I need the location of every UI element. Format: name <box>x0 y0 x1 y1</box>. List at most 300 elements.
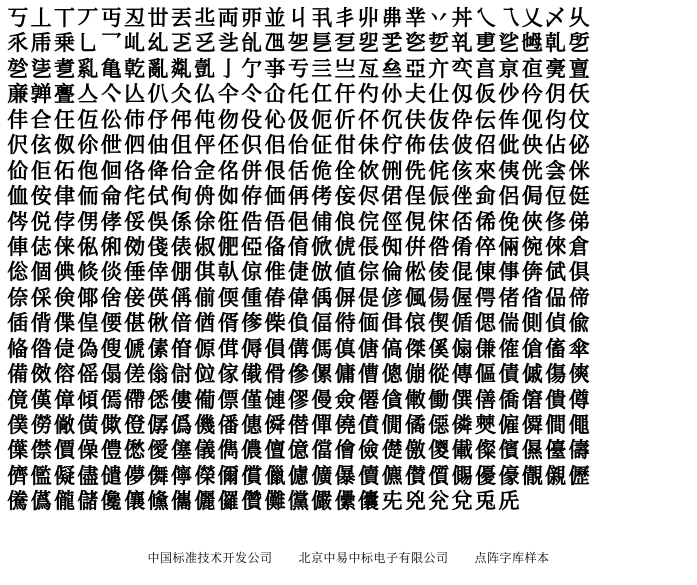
glyph-cell: 丵 <box>404 6 426 30</box>
glyph-row <box>6 260 696 285</box>
footer-company-1: 中国标准技术开发公司 <box>147 551 273 565</box>
glyph-cell: 乲 <box>404 31 426 56</box>
glyph-cell: 丟 <box>170 6 192 30</box>
glyph-cell: 丆 <box>77 6 99 30</box>
glyph-cell: 価 <box>264 184 286 209</box>
glyph-cell: 傕 <box>498 336 520 361</box>
glyph-cell: 侤 <box>311 184 333 209</box>
glyph-cell: 儻 <box>287 489 309 514</box>
glyph-cell: 俽 <box>311 234 333 259</box>
glyph-cell: 僤 <box>311 413 333 437</box>
glyph-cell: 傴 <box>475 362 496 387</box>
glyph-cell: 倂 <box>404 234 426 259</box>
glyph-cell: 儞 <box>217 463 239 488</box>
glyph-cell: 俕 <box>428 209 450 234</box>
glyph-cell: 乀 <box>475 6 496 30</box>
glyph-cell: 佫 <box>124 158 146 183</box>
glyph-cell: 傦 <box>264 362 286 387</box>
glyph-cell: 乥 <box>194 31 216 56</box>
glyph-cell: 伾 <box>217 133 239 158</box>
glyph-cell: 伱 <box>77 133 99 158</box>
glyph-cell: 乹 <box>545 31 567 56</box>
glyph-cell: 丩 <box>287 6 309 30</box>
glyph-cell: 僐 <box>475 387 496 412</box>
glyph-cell: 佇 <box>381 133 403 158</box>
glyph-cell: 伿 <box>241 133 263 158</box>
glyph-cell: 偱 <box>451 311 473 336</box>
glyph-cell: 傯 <box>381 362 403 387</box>
glyph-cell: 僇 <box>287 387 309 412</box>
glyph-cell: 侞 <box>217 184 239 209</box>
glyph-cell: 佢 <box>30 158 52 183</box>
glyph-cell: 倊 <box>7 260 29 285</box>
glyph-cell: 傶 <box>521 362 543 387</box>
glyph-cell: 儝 <box>194 463 216 488</box>
glyph-cell: 偓 <box>451 285 473 310</box>
glyph-cell: 債 <box>498 362 520 387</box>
glyph-cell: 丳 <box>381 6 403 30</box>
glyph-cell: 億 <box>287 438 309 463</box>
glyph-cell: 傄 <box>170 336 192 361</box>
glyph-cell: 兎 <box>475 489 496 514</box>
glyph-cell: 僽 <box>124 438 146 463</box>
glyph-cell: 伔 <box>381 107 403 132</box>
glyph-cell: 仮 <box>475 82 496 107</box>
glyph-cell: 傪 <box>287 362 309 387</box>
glyph-cell: 乺 <box>568 31 590 56</box>
glyph-cell: 仐 <box>217 82 239 107</box>
glyph-row <box>6 210 696 235</box>
glyph-cell: 仠 <box>334 82 356 107</box>
glyph-cell: 儖 <box>30 463 52 488</box>
glyph-cell: 倆 <box>498 234 520 259</box>
glyph-cell: 仈 <box>147 82 169 107</box>
glyph-cell: 侼 <box>53 209 75 234</box>
glyph-cell: 儎 <box>451 438 473 463</box>
glyph-cell: 丗 <box>147 6 169 30</box>
footer-company-2: 北京中易中标电子有限公司 <box>298 551 449 565</box>
glyph-cell: 倞 <box>241 260 263 285</box>
glyph-cell: 伆 <box>217 107 239 132</box>
glyph-cell: 乮 <box>358 31 380 56</box>
glyph-cell: 伣 <box>521 107 543 132</box>
glyph-cell: 偖 <box>498 285 520 310</box>
glyph-cell: 偋 <box>334 285 356 310</box>
glyph-cell: 儍 <box>428 438 450 463</box>
glyph-cell: 乗 <box>53 31 75 56</box>
glyph-cell: 俒 <box>358 209 380 234</box>
glyph-cell: 偰 <box>428 311 450 336</box>
glyph-cell: 亇 <box>241 56 263 81</box>
glyph-cell: 仦 <box>381 82 403 107</box>
glyph-cell: 仢 <box>358 82 380 107</box>
glyph-cell: 儉 <box>358 438 380 463</box>
glyph-cell: 俌 <box>311 209 333 234</box>
glyph-cell: 儩 <box>451 463 473 488</box>
glyph-row <box>6 133 696 158</box>
glyph-cell: 僰 <box>475 413 496 437</box>
glyph-cell: 兏 <box>498 489 520 514</box>
glyph-cell: 佖 <box>568 133 590 158</box>
glyph-cell: 働 <box>428 387 450 412</box>
glyph-cell: 亗 <box>334 56 356 81</box>
glyph-cell: 俼 <box>287 234 309 259</box>
glyph-cell: 儲 <box>77 489 99 514</box>
glyph-cell: 償 <box>241 463 263 488</box>
glyph-cell: 傓 <box>451 336 473 361</box>
glyph-cell: 儵 <box>147 489 169 514</box>
glyph-cell: 傃 <box>147 336 169 361</box>
glyph-cell: 侘 <box>124 184 146 209</box>
glyph-cell: 侢 <box>287 184 309 209</box>
glyph-cell: 伈 <box>264 107 286 132</box>
glyph-cell: 倐 <box>77 260 99 285</box>
glyph-cell: 偼 <box>53 336 75 361</box>
glyph-sample-sheet <box>6 6 696 515</box>
glyph-cell: 乨 <box>241 31 263 56</box>
glyph-cell: 侻 <box>30 209 52 234</box>
glyph-cell: 倃 <box>428 234 450 259</box>
glyph-cell: 亁 <box>124 56 146 81</box>
glyph-cell: 僘 <box>53 413 75 437</box>
glyph-cell: 係 <box>170 209 192 234</box>
glyph-cell: 伡 <box>498 107 520 132</box>
glyph-cell: 偅 <box>241 285 263 310</box>
glyph-cell: 乑 <box>7 31 29 56</box>
glyph-cell: 侂 <box>428 158 450 183</box>
glyph-cell: 丒 <box>124 6 146 30</box>
glyph-cell: 來 <box>475 158 496 183</box>
glyph-cell: 偳 <box>498 311 520 336</box>
glyph-cell: 傐 <box>381 336 403 361</box>
glyph-cell: 亪 <box>451 56 473 81</box>
glyph-cell: 仱 <box>521 82 543 107</box>
glyph-cell: 僗 <box>30 413 52 437</box>
glyph-cell: 倝 <box>217 260 239 285</box>
glyph-cell: 亖 <box>311 56 333 81</box>
glyph-cell: 乽 <box>53 56 75 81</box>
glyph-cell: 傽 <box>53 387 75 412</box>
glyph-row <box>6 438 696 463</box>
glyph-cell: 俧 <box>30 234 52 259</box>
glyph-cell: 傮 <box>358 362 380 387</box>
glyph-cell: 俹 <box>241 234 263 259</box>
glyph-cell: 仛 <box>287 82 309 107</box>
glyph-cell: 傠 <box>170 362 192 387</box>
glyph-cell: 僢 <box>264 413 286 437</box>
glyph-cell: 乶 <box>475 31 496 56</box>
glyph-cell: 偫 <box>334 311 356 336</box>
glyph-cell: 倕 <box>124 260 146 285</box>
glyph-cell: 偄 <box>217 285 239 310</box>
glyph-cell: 僞 <box>170 413 192 437</box>
glyph-cell: 乻 <box>7 56 29 81</box>
glyph-cell: 儀 <box>194 438 216 463</box>
glyph-cell: 亾 <box>124 82 146 107</box>
glyph-cell: 傊 <box>264 336 286 361</box>
glyph-cell: 佄 <box>334 133 356 158</box>
glyph-cell: 傚 <box>30 362 52 387</box>
glyph-cell: 亽 <box>100 82 122 107</box>
glyph-cell: 傑 <box>404 336 426 361</box>
glyph-cell: 僥 <box>334 413 356 437</box>
glyph-cell: 儃 <box>264 438 286 463</box>
glyph-cell: 儛 <box>147 463 169 488</box>
glyph-cell: 丏 <box>100 6 122 30</box>
glyph-cell: 佋 <box>475 133 496 158</box>
glyph-cell: 佹 <box>311 158 333 183</box>
glyph-cell: 傉 <box>241 336 263 361</box>
glyph-cell: 倄 <box>451 234 473 259</box>
glyph-cell: 僝 <box>147 413 169 437</box>
glyph-cell: 佔 <box>545 133 567 158</box>
glyph-cell: 伀 <box>100 107 122 132</box>
glyph-cell: 佽 <box>358 158 380 183</box>
glyph-cell: 儸 <box>217 489 239 514</box>
glyph-cell: 伹 <box>170 133 192 158</box>
glyph-cell: 僁 <box>147 387 169 412</box>
glyph-cell: 儘 <box>77 463 99 488</box>
glyph-cell: 僂 <box>170 387 192 412</box>
glyph-cell: 僛 <box>100 413 122 437</box>
glyph-cell: 乬 <box>311 31 333 56</box>
glyph-cell: 侊 <box>521 158 543 183</box>
glyph-row <box>6 413 696 438</box>
glyph-cell: 侴 <box>475 184 496 209</box>
glyph-cell: 傷 <box>545 362 567 387</box>
glyph-cell: 仾 <box>77 107 99 132</box>
glyph-cell: 儦 <box>381 463 403 488</box>
glyph-cell: 傏 <box>358 336 380 361</box>
glyph-cell: 俆 <box>194 209 216 234</box>
glyph-cell: 佡 <box>7 158 29 183</box>
glyph-cell: 仒 <box>241 82 263 107</box>
glyph-cell: 偘 <box>545 285 567 310</box>
glyph-row <box>6 31 696 56</box>
glyph-cell: 偲 <box>475 311 496 336</box>
glyph-cell: 傹 <box>7 387 29 412</box>
glyph-cell: 僃 <box>194 387 216 412</box>
glyph-cell: 俙 <box>475 209 496 234</box>
glyph-cell: 僲 <box>521 413 543 437</box>
glyph-cell: 儫 <box>498 463 520 488</box>
glyph-cell: 佮 <box>170 158 192 183</box>
glyph-cell: 俖 <box>451 209 473 234</box>
glyph-cell: 倀 <box>358 234 380 259</box>
glyph-cell: 佪 <box>100 158 122 183</box>
glyph-cell: 倿 <box>124 285 146 310</box>
glyph-cell: 傜 <box>77 362 99 387</box>
glyph-cell: 儓 <box>545 438 567 463</box>
glyph-cell: 仼 <box>53 107 75 132</box>
glyph-cell: 偸 <box>568 311 590 336</box>
glyph-cell: 佸 <box>287 158 309 183</box>
glyph-cell: 傳 <box>451 362 473 387</box>
glyph-cell: 傿 <box>100 387 122 412</box>
glyph-cell: 乼 <box>30 56 52 81</box>
glyph-cell: 儧 <box>404 463 426 488</box>
glyph-cell: 僎 <box>451 387 473 412</box>
glyph-cell: 侸 <box>545 184 567 209</box>
glyph-cell: 仚 <box>264 82 286 107</box>
glyph-cell: 乕 <box>30 31 52 56</box>
glyph-cell: 丠 <box>194 6 216 30</box>
glyph-cell: 兇 <box>404 489 426 514</box>
glyph-cell: 倸 <box>30 285 52 310</box>
glyph-cell: 侀 <box>381 158 403 183</box>
glyph-cell: 乢 <box>124 31 146 56</box>
glyph-cell: 儈 <box>334 438 356 463</box>
footer-caption: 点阵字库样本 <box>474 551 550 565</box>
glyph-cell: 傢 <box>217 362 239 387</box>
glyph-cell: 僙 <box>77 413 99 437</box>
glyph-cell: 侇 <box>498 158 520 183</box>
glyph-cell: 偂 <box>194 285 216 310</box>
glyph-cell: 儷 <box>194 489 216 514</box>
glyph-cell: 伵 <box>124 133 146 158</box>
glyph-cell: 僒 <box>521 387 543 412</box>
glyph-cell: 亙 <box>358 56 380 81</box>
glyph-cell: 侁 <box>404 158 426 183</box>
glyph-cell: 仜 <box>311 82 333 107</box>
glyph-cell: 亹 <box>53 82 75 107</box>
glyph-cell: 偙 <box>568 285 590 310</box>
glyph-cell: 乁 <box>498 6 520 30</box>
glyph-row <box>6 82 696 107</box>
glyph-cell: 倷 <box>7 285 29 310</box>
glyph-cell: 伃 <box>147 107 169 132</box>
glyph-cell: 亣 <box>428 56 450 81</box>
glyph-cell: 傟 <box>147 362 169 387</box>
glyph-cell: 僊 <box>358 387 380 412</box>
glyph-cell: 伩 <box>568 107 590 132</box>
glyph-cell: 伕 <box>404 107 426 132</box>
glyph-cell: 傱 <box>428 362 450 387</box>
glyph-cell: 倗 <box>170 260 192 285</box>
glyph-cell: 儜 <box>170 463 192 488</box>
glyph-cell: 乛 <box>100 31 122 56</box>
glyph-cell: 侲 <box>428 184 450 209</box>
glyph-cell: 僴 <box>545 413 567 437</box>
glyph-cell: 僀 <box>124 387 146 412</box>
glyph-cell: 丯 <box>334 6 356 30</box>
glyph-cell: 佦 <box>53 158 75 183</box>
glyph-cell: 傗 <box>545 336 567 361</box>
glyph-cell: 伳 <box>100 133 122 158</box>
glyph-cell: 仸 <box>568 82 590 107</box>
glyph-cell: 僶 <box>568 413 590 437</box>
glyph-cell: 傇 <box>217 336 239 361</box>
glyph-cell: 僋 <box>381 387 403 412</box>
glyph-cell: 儐 <box>498 438 520 463</box>
glyph-cell: 値 <box>334 260 356 285</box>
glyph-cell: 丮 <box>311 6 333 30</box>
glyph-cell: 倎 <box>53 260 75 285</box>
glyph-cell: 儰 <box>30 489 52 514</box>
glyph-cell: 儮 <box>568 463 590 488</box>
glyph-cell: 侶 <box>498 184 520 209</box>
glyph-cell: 乤 <box>170 31 192 56</box>
glyph-cell: 丄 <box>30 6 52 30</box>
glyph-cell: 侕 <box>77 184 99 209</box>
glyph-cell: 侺 <box>7 209 29 234</box>
glyph-cell: 倛 <box>194 260 216 285</box>
glyph-cell: 佂 <box>311 133 333 158</box>
glyph-cell: 僺 <box>77 438 99 463</box>
glyph-cell: 仧 <box>404 82 426 107</box>
glyph-cell: 倳 <box>498 260 520 285</box>
glyph-cell: 僕 <box>7 413 29 437</box>
glyph-cell: 儊 <box>381 438 403 463</box>
footer <box>0 549 697 566</box>
glyph-cell: 侾 <box>100 209 122 234</box>
glyph-cell: 儅 <box>311 438 333 463</box>
glyph-cell: 價 <box>53 438 75 463</box>
glyph-cell: 侰 <box>381 184 403 209</box>
glyph-cell: 伷 <box>147 133 169 158</box>
glyph-cell: 俇 <box>217 209 239 234</box>
glyph-cell: 偤 <box>194 311 216 336</box>
glyph-cell: 僡 <box>241 413 263 437</box>
glyph-cell: 倁 <box>381 234 403 259</box>
glyph-cell: 傂 <box>124 336 146 361</box>
glyph-cell: 僯 <box>451 413 473 437</box>
glyph-cell: 亰 <box>498 56 520 81</box>
glyph-cell: 侽 <box>77 209 99 234</box>
glyph-cell: 儳 <box>100 489 122 514</box>
glyph-cell: 佨 <box>77 158 99 183</box>
glyph-cell: 乣 <box>147 31 169 56</box>
glyph-cell: 儗 <box>53 463 75 488</box>
glyph-cell: 傤 <box>241 362 263 387</box>
glyph-cell: 儽 <box>334 489 356 514</box>
glyph-row <box>6 489 696 514</box>
glyph-cell: 僱 <box>498 413 520 437</box>
glyph-cell: 乫 <box>287 31 309 56</box>
glyph-cell: 傰 <box>404 362 426 387</box>
glyph-cell: 佌 <box>498 133 520 158</box>
glyph-cell: 並 <box>264 6 286 30</box>
glyph-cell: 伜 <box>451 107 473 132</box>
glyph-cell: 偞 <box>53 311 75 336</box>
glyph-cell: 侳 <box>451 184 473 209</box>
glyph-row <box>6 57 696 82</box>
glyph-cell: 伮 <box>53 133 75 158</box>
glyph-cell: 偛 <box>7 311 29 336</box>
glyph-cell: 伒 <box>334 107 356 132</box>
glyph-cell: 僈 <box>311 387 333 412</box>
glyph-cell: 儤 <box>334 463 356 488</box>
glyph-cell: 侭 <box>358 184 380 209</box>
glyph-cell: 儕 <box>7 463 29 488</box>
glyph-cell: 伅 <box>194 107 216 132</box>
glyph-cell: 佲 <box>217 158 239 183</box>
glyph-cell: 俉 <box>264 209 286 234</box>
glyph-cell: 偐 <box>381 285 403 310</box>
glyph-cell: 倹 <box>53 285 75 310</box>
glyph-cell: 倱 <box>451 260 473 285</box>
glyph-cell: 儨 <box>428 463 450 488</box>
glyph-cell: 儱 <box>53 489 75 514</box>
glyph-cell: 傛 <box>53 362 75 387</box>
glyph-cell: 佱 <box>194 158 216 183</box>
glyph-cell: 儹 <box>241 489 263 514</box>
glyph-cell: 僠 <box>217 413 239 437</box>
glyph-cell: 俔 <box>404 209 426 234</box>
glyph-row <box>6 337 696 362</box>
glyph-cell: 丱 <box>358 6 380 30</box>
glyph-cell: 儺 <box>264 489 286 514</box>
